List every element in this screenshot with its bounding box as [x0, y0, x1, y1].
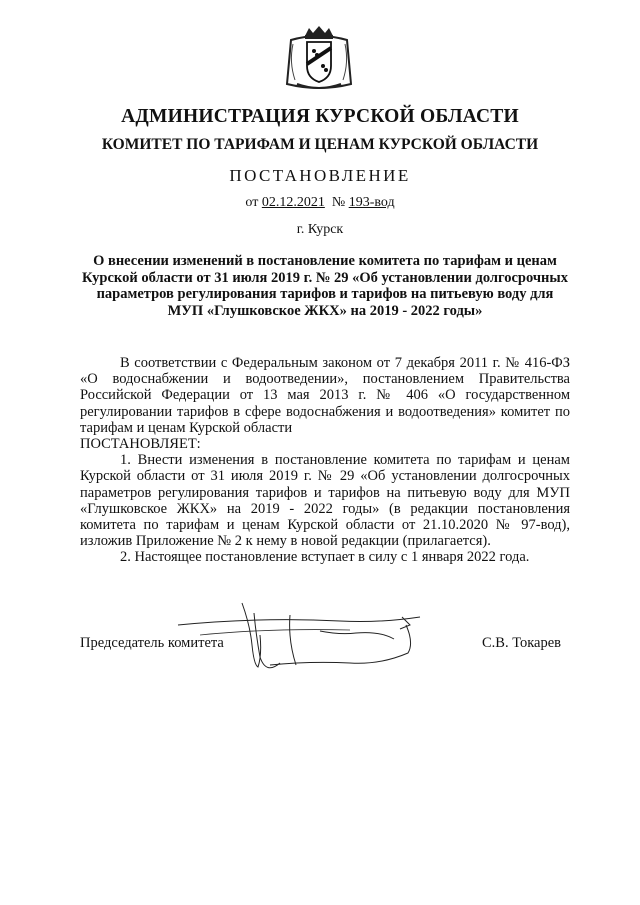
decree-word: ПОСТАНОВЛЯЕТ:	[80, 436, 201, 453]
document-type: ПОСТАНОВЛЕНИЕ	[229, 166, 411, 185]
number-prefix: №	[331, 195, 346, 210]
document-number: 193-вод	[348, 195, 395, 210]
city: г. Курск	[296, 222, 344, 237]
preamble-paragraph: В соответствии с Федеральным законом от 7 декабря 2011 г. № 416-ФЗ «О водоснабжении и водоотведении», постановлением Правительства Российской Федерации от 13 мая 2013 г. № 406 «О государственном регулировании тарифов в сфере водоснабжения и водоотведения» комитет по тарифам и ценам Курской области	[80, 355, 570, 436]
item-1: 1. Внести изменения в постановление комитета по тарифам и ценам Курской области от 31 июля 2019 г. № 29 «Об установлении долгосрочных параметров регулирования тарифов и тарифов на питьевую воду для МУП «Глушковское ЖКХ» на 2019 - 2022 годы» (в редакции постановления комитета по тарифам и ценам Курской области от 21.10.2020 № 97-вод), изложив Приложение № 2 к нему в новой редакции (прилагается).	[80, 452, 570, 550]
document-body	[80, 355, 570, 566]
coat-of-arms-icon	[283, 22, 355, 94]
date-prefix: от	[245, 195, 259, 210]
document-subject: О внесении изменений в постановление комитета по тарифам и ценам Курской области от 31 июля 2019 г. № 29 «Об установлении долгосрочных параметров регулирования тарифов и тарифов на питьевую воду для МУП «Глушковское ЖКХ» на 2019 - 2022 годы»	[82, 253, 568, 319]
document-date: 02.12.2021	[261, 195, 325, 210]
signatory-position: Председатель комитета	[80, 635, 224, 651]
item-2: 2. Настоящее постановление вступает в силу с 1 января 2022 года.	[120, 549, 530, 566]
date-number-line	[0, 195, 640, 211]
administration-title: АДМИНИСТРАЦИЯ КУРСКОЙ ОБЛАСТИ	[121, 106, 519, 127]
committee-title: КОМИТЕТ ПО ТАРИФАМ И ЦЕНАМ КУРСКОЙ ОБЛАСТИ	[101, 136, 539, 153]
signatory-name: С.В. Токарев	[482, 635, 562, 651]
